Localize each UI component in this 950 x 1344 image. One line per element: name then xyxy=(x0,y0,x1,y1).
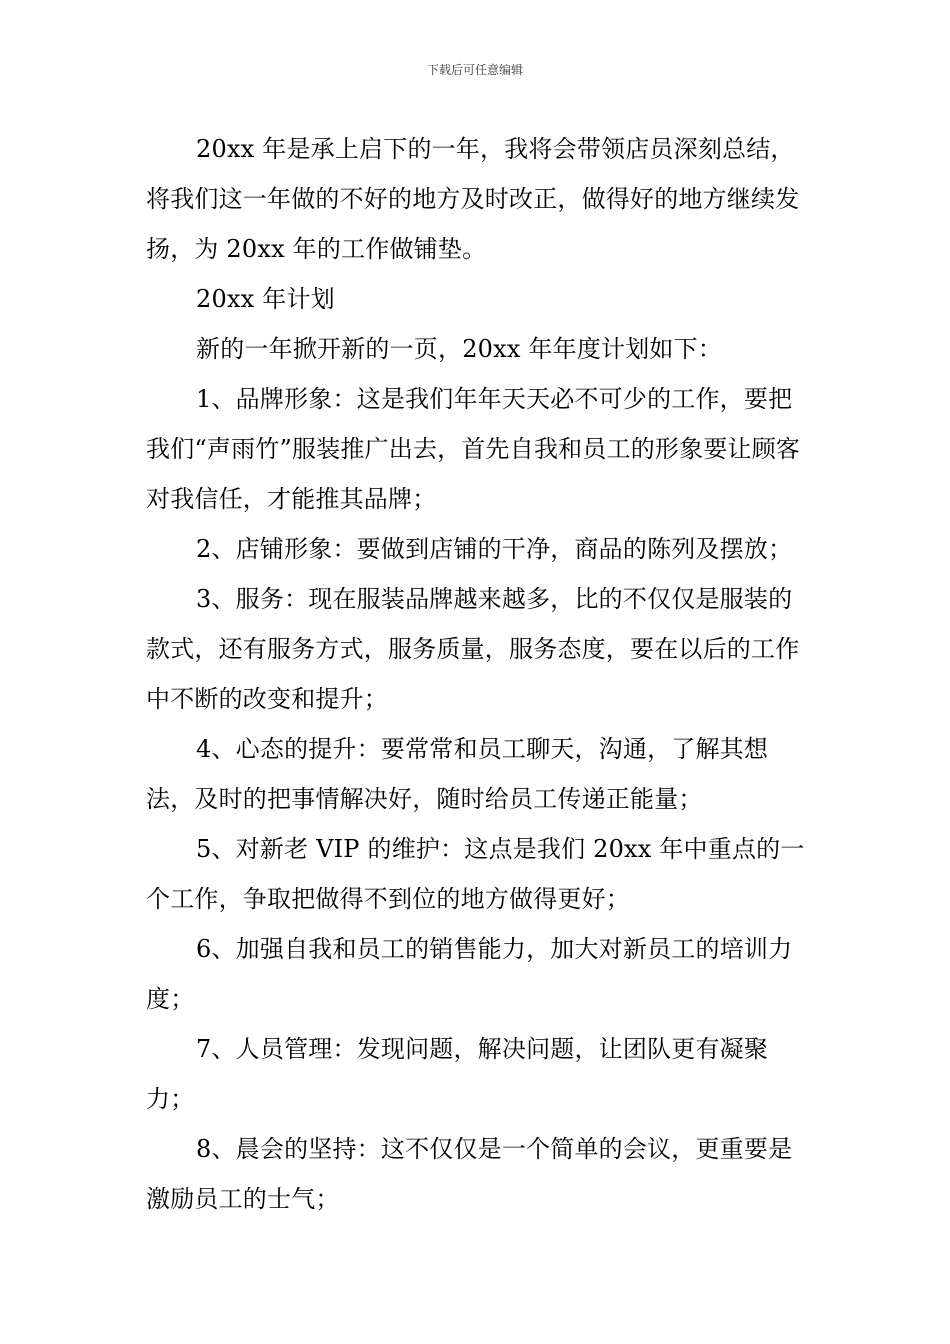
section-heading-plan: 20xx 年计划 xyxy=(196,285,335,313)
paragraph-plan-intro: 新的一年掀开新的一页，20xx 年年度计划如下： xyxy=(196,335,723,363)
plan-item-8: 8、晨会的坚持：这不仅仅是一个简单的会议，更重要是激励员工的士气； xyxy=(146,1135,793,1213)
plan-item-6: 6、加强自我和员工的销售能力，加大对新员工的培训力度； xyxy=(146,935,793,1013)
document-body xyxy=(146,124,810,1224)
plan-item-2: 2、店铺形象：要做到店铺的干净，商品的陈列及摆放； xyxy=(196,535,793,563)
plan-item-5: 5、对新老 VIP 的维护：这点是我们 20xx 年中重点的一个工作，争取把做得不到位的地方做得更好； xyxy=(146,835,805,913)
plan-item-7: 7、人员管理：发现问题，解决问题，让团队更有凝聚力； xyxy=(146,1035,769,1113)
plan-item-3: 3、服务：现在服装品牌越来越多，比的不仅仅是服装的款式，还有服务方式，服务质量，服务态度，要在以后的工作中不断的改变和提升； xyxy=(146,585,800,713)
page-header: 下载后可任意编辑 xyxy=(426,63,523,77)
paragraph-summary: 20xx 年是承上启下的一年，我将会带领店员深刻总结，将我们这一年做的不好的地方及时改正，做得好的地方继续发扬，为 20xx 年的工作做铺垫。 xyxy=(146,135,800,263)
plan-item-1: 1、品牌形象：这是我们年年天天必不可少的工作，要把我们“声雨竹”服装推广出去，首先自我和员工的形象要让顾客对我信任，才能推其品牌； xyxy=(146,385,801,513)
plan-item-4: 4、心态的提升：要常常和员工聊天，沟通，了解其想法，及时的把事情解决好，随时给员工传递正能量； xyxy=(146,735,769,813)
